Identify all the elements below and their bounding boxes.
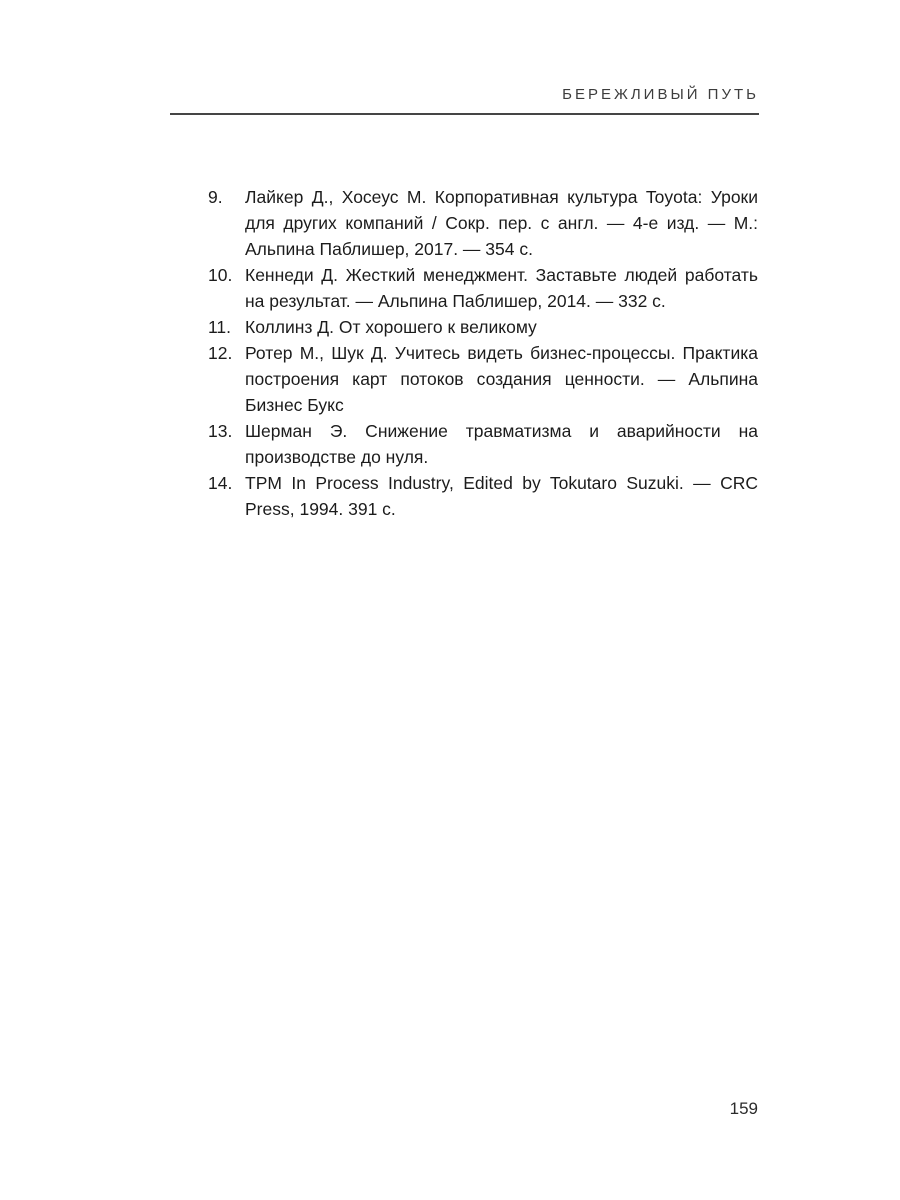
list-item-text: TPM In Process Industry, Edited by Tokutaro Suzuki. — CRC Press, 1994. 391 с. xyxy=(245,473,758,519)
page-number: 159 xyxy=(729,1099,758,1118)
list-item xyxy=(208,470,758,522)
list-item-text: Ротер М., Шук Д. Учитесь видеть бизнес-процессы. Практика построения карт потоков создания ценности. — Альпина Бизнес Букс xyxy=(245,343,758,415)
list-item-number: 13. xyxy=(208,421,233,441)
list-item-number: 10. xyxy=(208,265,233,285)
list-item xyxy=(208,262,758,314)
list-item xyxy=(208,340,758,418)
running-header-title: БЕРЕЖЛИВЫЙ ПУТЬ xyxy=(562,86,759,103)
list-item xyxy=(208,418,758,470)
header-rule xyxy=(170,113,759,115)
list-item-number: 12. xyxy=(208,343,233,363)
list-item-number: 9. xyxy=(208,187,223,207)
list-item-text: Коллинз Д. От хорошего к великому xyxy=(245,317,537,337)
list-item-text: Лайкер Д., Хосеус М. Корпоративная культура Toyota: Уроки для других компаний / Сокр. пер. с англ. — 4-е изд. — М.: Альпина Паблишер, 2017. — 354 с. xyxy=(245,187,758,259)
list-item-number: 11. xyxy=(208,317,232,337)
reference-list xyxy=(208,184,758,522)
list-item xyxy=(208,314,758,340)
list-item-number: 14. xyxy=(208,473,233,493)
list-item xyxy=(208,184,758,262)
list-item-text: Кеннеди Д. Жесткий менеджмент. Заставьте людей работать на результат. — Альпина Паблишер, 2014. — 332 с. xyxy=(245,265,758,311)
list-item-text: Шерман Э. Снижение травматизма и аварийности на производстве до нуля. xyxy=(245,421,758,467)
